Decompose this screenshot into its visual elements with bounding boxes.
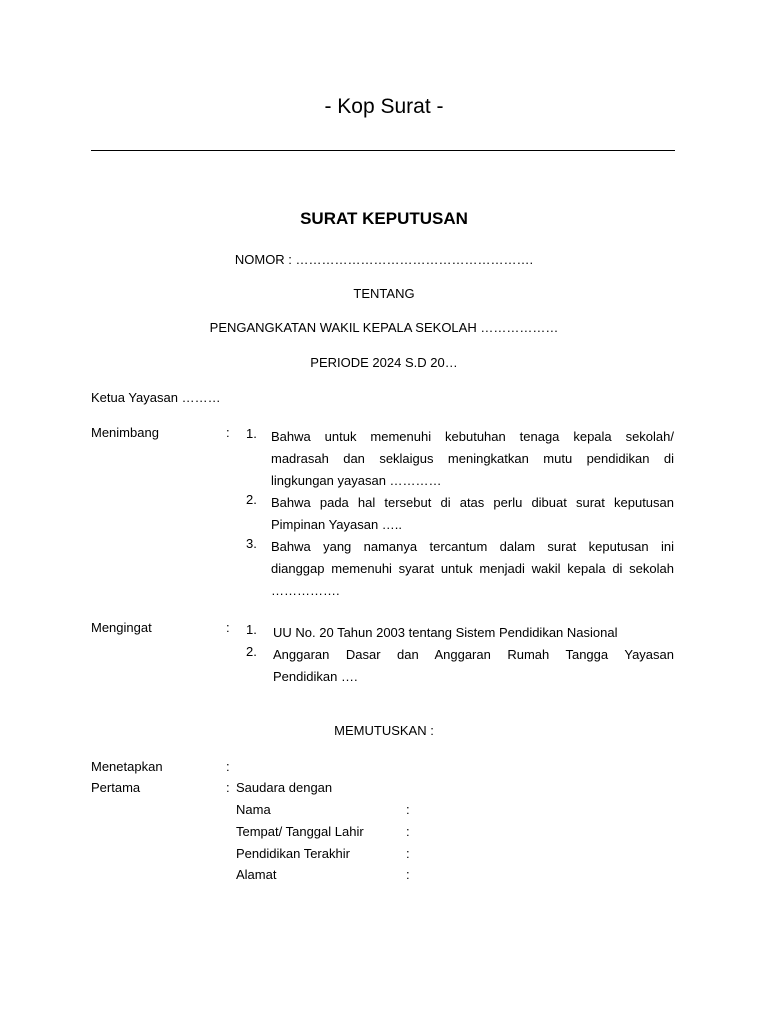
field-label-last-education: Pendidikan Terakhir — [236, 846, 350, 861]
period-line: PERIODE 2024 S.D 20… — [310, 355, 458, 370]
first-colon: : — [226, 780, 230, 795]
recalling-label: Mengingat — [91, 620, 152, 635]
letterhead-placeholder: - Kop Surat - — [324, 95, 444, 118]
recalling-item-line: UU No. 20 Tahun 2003 tentang Sistem Pendidikan Nasional — [273, 625, 618, 640]
letterhead-divider — [91, 150, 675, 151]
foundation-chair-line: Ketua Yayasan ……… — [91, 390, 221, 405]
first-label: Pertama — [91, 780, 141, 795]
considering-item-line: Bahwa yang namanya tercantum dalam surat keputusan ini — [271, 539, 674, 554]
considering-label: Menimbang — [91, 425, 159, 440]
considering-item-line: Pimpinan Yayasan ….. — [271, 517, 403, 532]
field-label-name: Nama — [236, 802, 271, 817]
recalling-item-number: 2. — [246, 644, 257, 659]
field-colon: : — [406, 867, 410, 882]
recalling-item-number: 1. — [246, 622, 257, 637]
considering-item-line: dianggap memenuhi syarat untuk menjadi wakil kepala di sekolah — [271, 561, 674, 576]
field-colon: : — [406, 802, 410, 817]
considering-item-line: lingkungan yayasan ………… — [271, 473, 442, 488]
recalling-colon: : — [226, 620, 230, 635]
considering-item-number: 1. — [246, 426, 257, 441]
first-intro: Saudara dengan — [236, 780, 333, 795]
field-label-address: Alamat — [236, 867, 277, 882]
considering-item-number: 2. — [246, 492, 257, 507]
decision-heading: MEMUTUSKAN : — [334, 723, 434, 738]
recalling-item-line: Anggaran Dasar dan Anggaran Rumah Tangga Yayasan — [273, 647, 674, 662]
document-title: SURAT KEPUTUSAN — [300, 209, 468, 228]
document-number: NOMOR : ………………………………………………. — [234, 252, 534, 267]
establishing-label: Menetapkan — [91, 759, 163, 774]
considering-colon: : — [226, 425, 230, 440]
field-label-birthplace-date: Tempat/ Tanggal Lahir — [236, 824, 364, 839]
recalling-item-line: Pendidikan …. — [273, 669, 358, 684]
considering-item-number: 3. — [246, 536, 257, 551]
considering-item-line: Bahwa untuk memenuhi kebutuhan tenaga kepala sekolah/ — [271, 429, 674, 444]
considering-item-line: ……………. — [271, 583, 340, 598]
subject-line: PENGANGKATAN WAKIL KEPALA SEKOLAH ……………… — [209, 320, 559, 335]
establishing-colon: : — [226, 759, 230, 774]
field-colon: : — [406, 824, 410, 839]
considering-item-line: madrasah dan seklaigus meningkatkan mutu pendidikan di — [271, 451, 674, 466]
considering-item-line: Bahwa pada hal tersebut di atas perlu dibuat surat keputusan — [271, 495, 674, 510]
field-colon: : — [406, 846, 410, 861]
about-heading: TENTANG — [353, 286, 415, 301]
